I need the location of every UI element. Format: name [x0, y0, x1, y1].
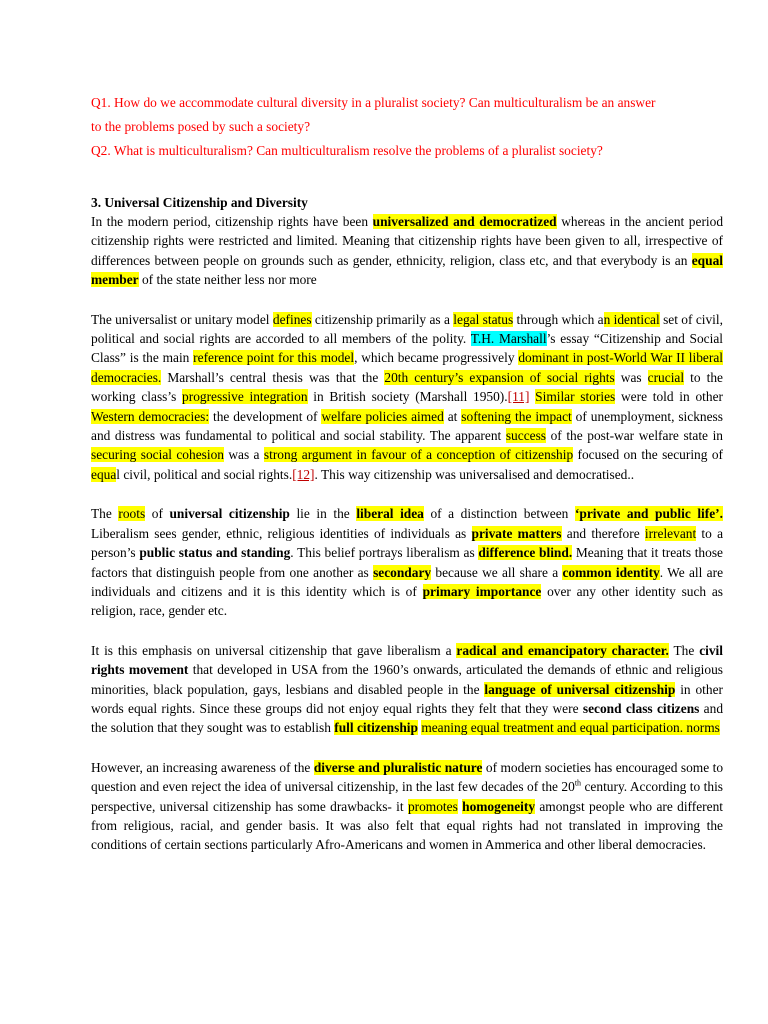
bold-text: universal citizenship: [169, 506, 290, 522]
footnote-reference-link[interactable]: [11]: [507, 389, 530, 405]
bold-text: civil rights movement: [91, 642, 723, 678]
highlighted-text: reference point for this model: [193, 350, 355, 366]
cyan-highlighted-text: T.H. Marshall: [470, 331, 547, 347]
question-1-line-1: Q1. How do we accommodate cultural diversity in a pluralist society? Can multiculturalism be an answer: [91, 95, 656, 110]
highlighted-bold-text: diverse and pluralistic nature: [313, 759, 483, 775]
highlighted-text: success: [505, 428, 547, 444]
paragraph-2: The universalist or unitary model defines citizenship primarily as a legal status through which an identical set of civil, political and social rights are accorded to all members of the polity. T.H. Marshall’s essay “Citizenship and Social Class” is the main reference point for this model, which became progressively dominant in post-World War II liberal democracies. Marshall’s central thesis was that the 20th century’s expansion of social rights was crucial to the working class’s progressive integration in British society (Marshall 1950).[11] Similar stories were told in other Western democracies: the development of welfare policies aimed at softening the impact of unemployment, sickness and distress was fundamental to political and social stability. The apparent success of the post-war welfare state in securing social cohesion was a strong argument in favour of a conception of citizenship focused on the securing of equal civil, political and social rights.[12]. This way citizenship was universalised and democratised..: [91, 311, 724, 482]
highlighted-text: dominant in post-World War II liberal democracies.: [91, 350, 723, 385]
highlighted-text: promotes: [407, 798, 458, 814]
question-2: Q2. What is multiculturalism? Can multiculturalism resolve the problems of a pluralist society?: [91, 143, 603, 158]
question-1-line-2: to the problems posed by such a society?: [91, 119, 311, 134]
paragraph-5: However, an increasing awareness of the diverse and pluralistic nature of modern societies has encouraged some to question and even reject the idea of universal citizenship, in the last few decades of the 20th century. According to this perspective, universal citizenship has some drawbacks- it promotes homogeneity amongst people who are different from religious, racial, and gender basis. It was also felt that equal rights had not translated in improving the conditions of certain sections particularly Afro-Americans and women in Ammerica and other liberal democracies.: [91, 759, 724, 853]
highlighted-bold-text: primary importance: [422, 583, 542, 599]
highlighted-text: crucial: [647, 369, 685, 385]
highlighted-text: 20th century’s expansion of social rights: [384, 369, 615, 385]
highlighted-bold-text: difference blind.: [478, 545, 573, 561]
highlighted-text: meaning equal treatment and equal participation. norms: [421, 720, 720, 736]
highlighted-text: Similar stories: [535, 389, 616, 405]
highlighted-bold-text: liberal idea: [356, 506, 424, 522]
section-heading: 3. Universal Citizenship and Diversity: [91, 195, 308, 210]
highlighted-text: softening the impact: [461, 408, 572, 424]
highlighted-bold-text: common identity: [562, 564, 660, 580]
highlighted-text: progressive integration: [182, 389, 308, 405]
superscript-text: th: [574, 778, 582, 788]
bold-text: public status and standing: [139, 545, 291, 561]
highlighted-text: defines: [272, 311, 312, 327]
footnote-reference-link[interactable]: [12]: [292, 466, 315, 482]
highlighted-bold-text: ‘private and public life’.: [574, 506, 723, 522]
highlighted-bold-text: secondary: [373, 564, 432, 580]
highlighted-text: legal status: [453, 311, 514, 327]
highlighted-text: irrelevant: [644, 525, 697, 541]
highlighted-text: equa: [91, 466, 117, 482]
highlighted-bold-text: equal member: [91, 252, 723, 288]
highlighted-text: Western democracies:: [91, 408, 210, 424]
paragraph-1: In the modern period, citizenship rights have been universalized and democratized whereas in the ancient period citizenship rights were restricted and limited. Meaning that citizenship rights have been given to all, irrespective of differences between people on grounds such as gender, ethnicity, religion, class etc, and that everybody is an equal member of the state neither less nor more: [91, 214, 724, 288]
highlighted-bold-text: homogeneity: [462, 798, 536, 814]
bold-text: second class citizens: [582, 700, 700, 716]
paragraph-4: It is this emphasis on universal citizenship that gave liberalism a radical and emancipatory character. The civil rights movement that developed in USA from the 1960’s onwards, articulated the demands of ethnic and religious minorities, black population, gays, lesbians and disabled people in the language of universal citizenship in other words equal rights. Since these groups did not enjoy equal rights they felt that they were second class citizens and the solution that they sought was to establish full citizenship meaning equal treatment and equal participation. norms: [91, 642, 724, 736]
highlighted-text: welfare policies aimed: [321, 408, 444, 424]
highlighted-text: strong argument in favour of a conception of citizenship: [263, 447, 574, 463]
highlighted-bold-text: universalized and democratized: [372, 214, 557, 229]
highlighted-text: n identical: [603, 311, 660, 327]
highlighted-bold-text: language of universal citizenship: [484, 681, 676, 697]
highlighted-bold-text: full citizenship: [334, 720, 418, 736]
highlighted-bold-text: radical and emancipatory character.: [456, 642, 669, 658]
highlighted-bold-text: private matters: [471, 525, 562, 541]
section-body: [91, 212, 723, 855]
highlighted-text: securing social cohesion: [91, 447, 224, 463]
highlighted-text: roots: [118, 506, 146, 522]
paragraph-3: The roots of universal citizenship lie in the liberal idea of a distinction between ‘private and public life’. Liberalism sees gender, ethnic, religious identities of individuals as private matters and therefore irrelevant to a person’s public status and standing. This belief portrays liberalism as difference blind. Meaning that it treats those factors that distinguish people from one another as secondary because we all share a common identity. We all are individuals and citizens and it is this identity which is of primary importance over any other identity such as religion, race, gender etc.: [91, 506, 724, 619]
